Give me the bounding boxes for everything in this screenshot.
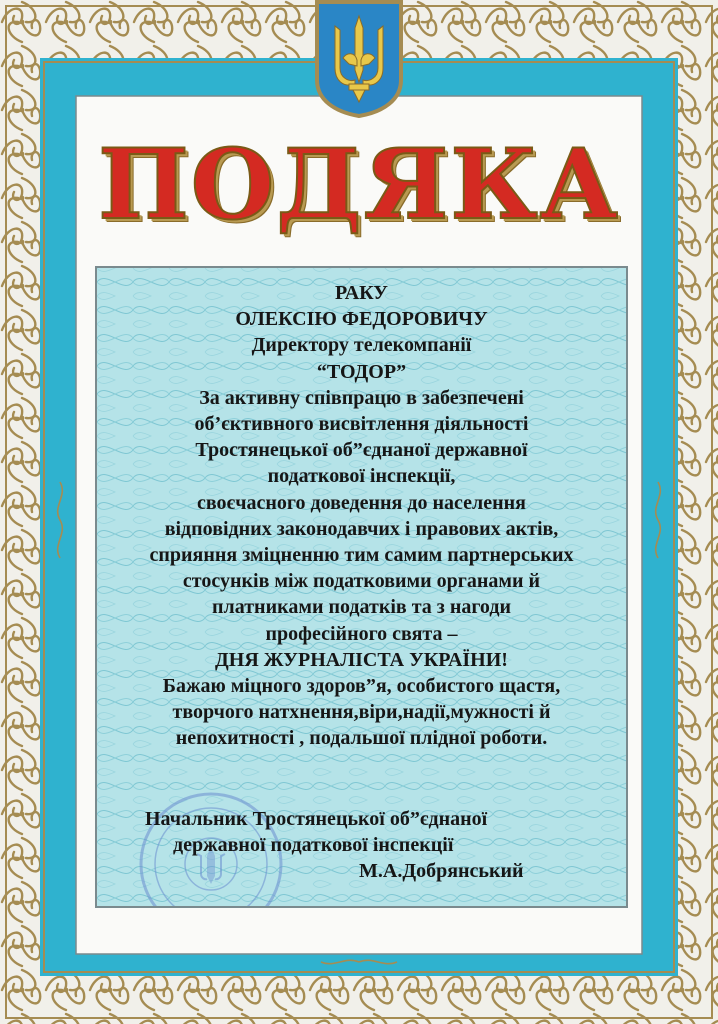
signature-block xyxy=(97,806,626,884)
signature-title-line2: державної податкової інспекції xyxy=(173,834,454,856)
body-line: непохитності , подальшої плідної роботи. xyxy=(175,727,548,750)
recipient-surname: РАКУ xyxy=(335,282,388,304)
body-line: об’єктивного висвітлення діяльності xyxy=(194,413,529,436)
certificate-title: ПОДЯКА xyxy=(98,128,620,241)
coat-of-arms-icon xyxy=(313,0,405,118)
signature-title-line1: Начальник Тростянецької об”єднаної xyxy=(145,808,488,830)
body-line: стосунків між податковими органами й xyxy=(182,570,541,593)
body-line: За активну співпрацю в забезпечені xyxy=(199,386,524,409)
body-line: сприяння зміцненню тим самим партнерських xyxy=(149,544,574,567)
recipient-name: ОЛЕКСІЮ ФЕДОРОВИЧУ xyxy=(235,308,488,331)
body-line: творчого натхнення,віри,надії,мужності й xyxy=(172,701,551,724)
signatory-name: М.А.Добрянський xyxy=(359,860,524,882)
body-line: Бажаю міцного здоров”я, особистого щастя, xyxy=(162,675,561,698)
recipient-position: Директору телекомпанії xyxy=(251,334,472,357)
text-panel xyxy=(95,266,628,908)
certificate-text xyxy=(97,280,626,752)
body-line: Тростянецької об”єднаної державної xyxy=(195,439,528,462)
body-line: професійного свята – xyxy=(265,622,458,645)
recipient-company: “ТОДОР” xyxy=(316,360,407,383)
body-line-holiday: ДНЯ ЖУРНАЛІСТА УКРАЇНИ! xyxy=(215,648,508,671)
body-line: платниками податків та з нагоди xyxy=(212,596,511,619)
body-line: податкової інспекції, xyxy=(267,465,456,488)
body-line: відповідних законодавчих і правових актів, xyxy=(164,517,559,540)
body-line: своєчасного доведення до населення xyxy=(197,491,526,514)
